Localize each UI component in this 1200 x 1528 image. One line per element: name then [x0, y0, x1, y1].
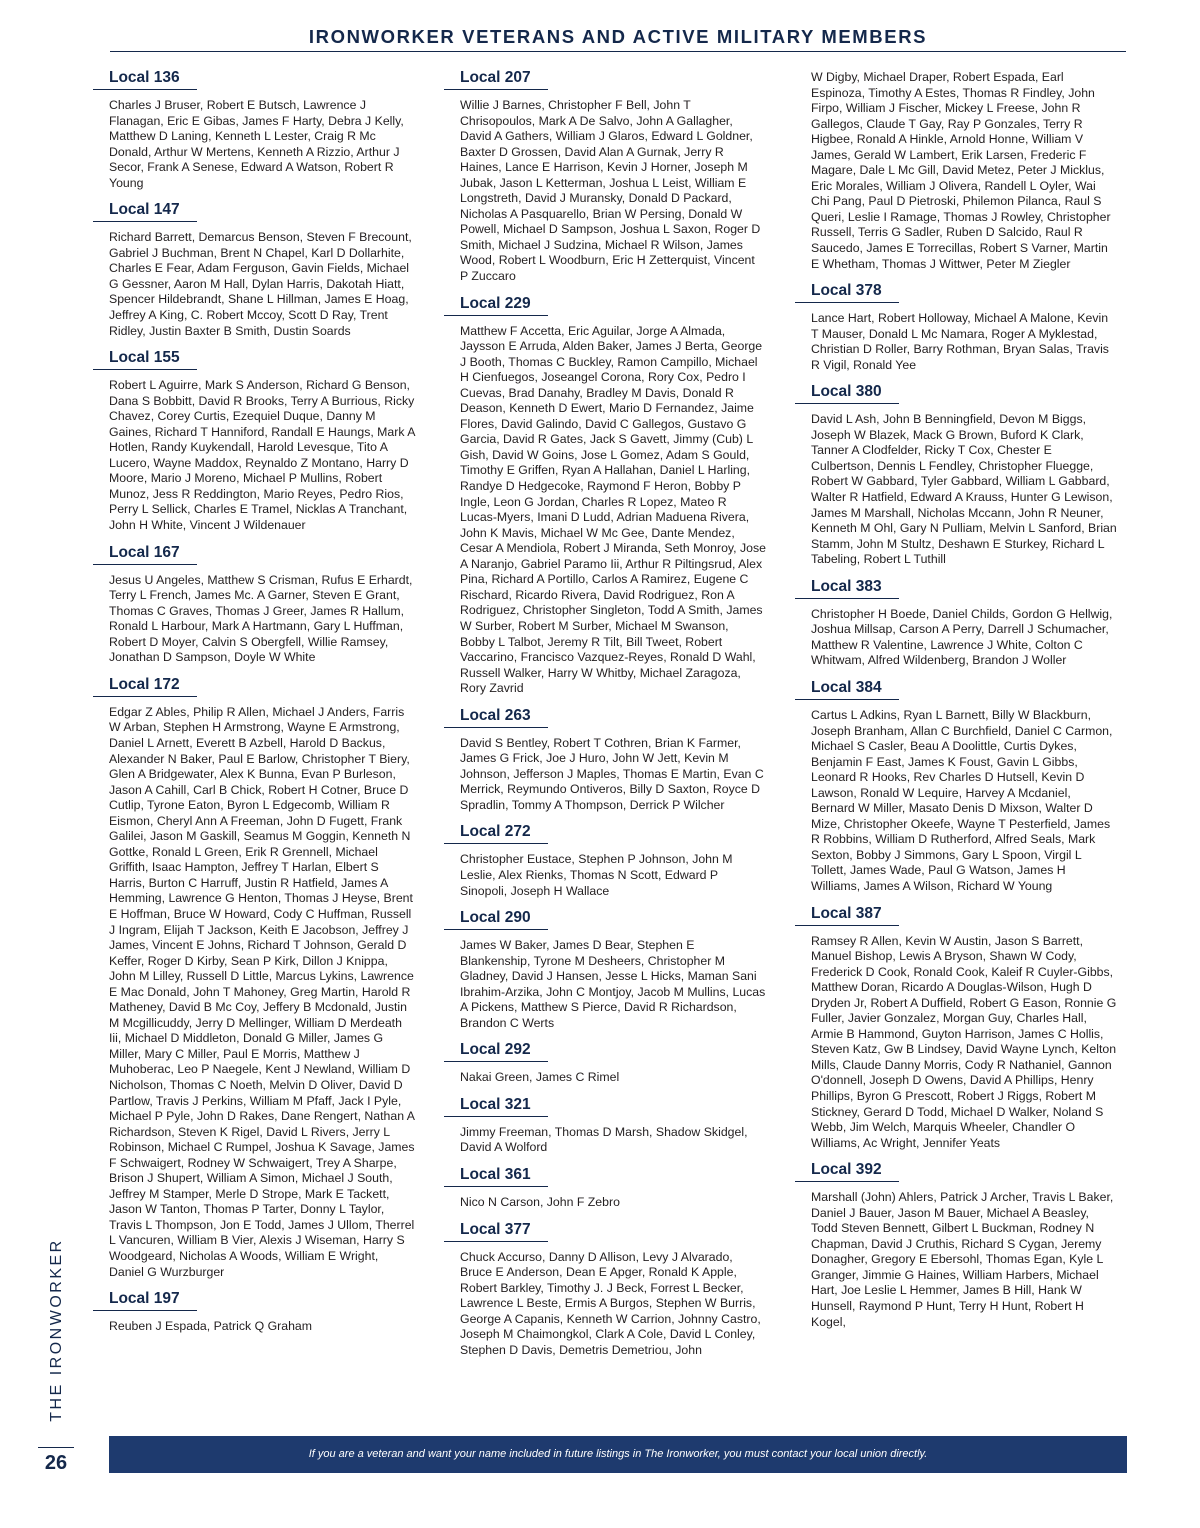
local-380-section — [795, 382, 1117, 567]
member-list: Chuck Accurso, Danny D Allison, Levy J Alvarado, Bruce E Anderson, Dean E Apger, Ronald K Apple, Robert Barkley, Timothy J. J Beck, Forrest L Becker, Lawrence L Beste, Ermis A Burgos, Stephen W Burris, George A Capanis, Kenneth W Carrion, Johnny Castro, Joseph M Chaimongkol, Clark A Cole, David L Conley, Stephen D Davis, Demetris Demetriou, John — [460, 1249, 761, 1357]
local-263-section — [444, 706, 766, 814]
footer-banner — [109, 1436, 1127, 1473]
section-heading: Local 155 — [93, 348, 197, 370]
section-heading: Local 378 — [795, 281, 899, 303]
footer-note: If you are a veteran and want your name included in future listings in The Ironworker, you must contact your local union directly. — [308, 1448, 928, 1460]
local-378-section — [795, 281, 1117, 373]
member-list: Edgar Z Ables, Philip R Allen, Michael J Anders, Farris W Arban, Stephen H Armstrong, Wayne E Armstrong, Daniel L Arnett, Everett B Azbell, Harold D Backus, Alexander N Baker, Paul E Barlow, Christopher T Biery, Glen A Bridgewater, Alex K Bunna, Evan P Burleson, Jason A Cahill, Carl B Chick, Robert H Cotner, Bruce D Cutlip, Tyrone Eaton, Byron L Edgecomb, William R Eismon, Cheryl Ann A Freeman, John D Fugett, Frank Galilei, Jason M Gaskill, Seamus M Goggin, Kenneth N Gottke, Ronald L Green, Erik R Grennell, Michael Griffith, Isaac Hampton, Jeffrey T Harlan, Elbert S Harris, Burton C Harruff, Justin R Hatfield, James A Hemming, Lawrence G Henton, Thomas J Heyse, Brent E Hoffman, Bruce W Howard, Cody C Huffman, Russell J Ingram, Elijah T Jackson, Keith E Jacobson, Jeffrey J James, Vincent E Johns, Richard T Johnson, Gerald D Keffer, Roger D Kirby, Sean P Kirk, Dillon J Knippa, John M Lilley, Russell D Little, Marcus Lykins, Lawrence E Mac Donald, John T Mahoney, Greg Martin, Harold R Matheney, David B Mc Coy, Jeffery B Mcdonald, Justin M Mcgillicuddy, Jerry D Mellinger, William D Merdeath Iii, Michael D Middleton, Donald G Miller, James G Miller, Mary C Miller, Paul E Morris, Matthew J Muhoberac, Leo P Naegele, Kent J Newland, William D Nicholson, Thomas C Noeth, Melvin D Oliver, David D Partlow, Travis J Perkins, William M Pfaff, Jack I Pyle, Michael P Pyle, John D Rakes, Dane Rengert, Nathan A Richardson, Steven K Rigel, David L Rivers, Jerry L Robinson, Michael C Rumpel, Joshua K Savage, James F Schwaigert, Rodney W Schwaigert, Trey A Sharpe, Brison J Shupert, William A Simon, Michael J South, Jeffrey M Stamper, Merle D Strope, Mark E Tackett, Jason W Tanton, Thomas P Tarter, Donny L Taylor, Travis L Thompson, Jon E Todd, James J Ullom, Therrel L Vancuren, William B Vier, Alexis J Wiseman, Harry S Woodgeard, Nicholas A Woods, William E Wright, Daniel G Wurzburger — [109, 704, 415, 1279]
member-list: David L Ash, John B Benningfield, Devon M Biggs, Joseph W Blazek, Mack G Brown, Buford K Clark, Tanner A Clodfelder, Ricky T Cox, Chester E Culbertson, Dennis L Fendley, Christopher Fluegge, Robert W Gabbard, Tyler Gabbard, William L Gabbard, Walter R Hatfield, Edward A Krauss, Hunter G Lewison, James M Marshall, Nicholas Mccann, John R Neuner, Kenneth M Ohl, Gary N Pulliam, Melvin L Sanford, Brian Stamm, John M Stultz, Deshawn E Sturkey, Richard L Tabeling, Robert L Tuthill — [811, 412, 1117, 567]
member-list: Lance Hart, Robert Holloway, Michael A Malone, Kevin T Mauser, Donald L Mc Namara, Roger A Myklestad, Christian D Roller, Barry Rothman, Bryan Salas, Travis R Vigil, Ronald Yee — [811, 311, 1109, 372]
section-heading: Local 387 — [795, 904, 899, 926]
member-list: David S Bentley, Robert T Cothren, Brian K Farmer, James G Frick, Joe J Huro, John W Jett, Kevin M Johnson, Jefferson J Maples, Thomas E Martin, Evan C Merrick, Reymundo Ontiveros, Billy D Saxton, Royce D Spradlin, Tommy A Thompson, Derrick P Wilcher — [460, 735, 764, 812]
page-number-divider — [38, 1447, 74, 1448]
section-heading: Local 207 — [444, 68, 548, 90]
member-list: Reuben J Espada, Patrick Q Graham — [109, 1319, 312, 1334]
local-361-section — [444, 1165, 766, 1211]
section-heading: Local 384 — [795, 678, 899, 700]
section-heading: Local 292 — [444, 1040, 548, 1062]
member-list: Willie J Barnes, Christopher F Bell, John T Chrisopoulos, Mark A De Salvo, John A Gallagher, David A Gathers, William J Glaros, Edward L Goldner, Baxter D Grossen, David Alan A Gurnak, Jerry R Haines, Lance E Harrison, Kevin J Horner, Joseph M Jubak, Jason L Ketterman, Joshua L Leist, William E Longstreth, David J Muransky, Donald D Packard, Nicholas A Pasquarello, Brian W Persing, Donald W Powell, Michael D Sampson, Joshua L Saxon, Roger D Smith, Michael J Sudzina, Michael R Wilson, James Wood, Robert L Woodburn, Eric H Zetterquist, Vincent P Zuccaro — [460, 98, 761, 284]
section-heading: Local 290 — [444, 908, 548, 930]
member-list: Christopher H Boede, Daniel Childs, Gordon G Hellwig, Joshua Millsap, Carson A Perry, Darrell J Schumacher, Matthew R Valentine, Lawrence J White, Colton C Whitwam, Alfred Wildenberg, Brandon J Woller — [811, 606, 1113, 668]
local-272-section — [444, 822, 766, 899]
local-321-section — [444, 1095, 766, 1156]
local-383-section — [795, 577, 1117, 669]
column-2 — [444, 68, 766, 1367]
section-heading: Local 272 — [444, 822, 548, 844]
member-list: Nakai Green, James C Rimel — [460, 1070, 620, 1085]
local-197-section — [93, 1289, 415, 1335]
section-heading: Local 392 — [795, 1160, 899, 1182]
local-229-section — [444, 294, 766, 697]
page-number: 26 — [44, 1452, 68, 1474]
local-387-section — [795, 904, 1117, 1152]
title-divider — [110, 51, 1126, 52]
local-292-section — [444, 1040, 766, 1086]
member-list: James W Baker, James D Bear, Stephen E Blankenship, Tyrone M Desheers, Christopher M Gladney, David J Hansen, Jesse L Hicks, Maman Sani Ibrahim-Arzika, John C Montjoy, Jacob M Mullins, Lucas A Pickens, Matthew S Pierce, David R Richardson, Brandon C Werts — [460, 938, 766, 1030]
local-147-section — [93, 200, 415, 339]
section-heading: Local 167 — [93, 543, 197, 565]
member-list: Jesus U Angeles, Matthew S Crisman, Rufus E Erhardt, Terry L French, James Mc. A Garner, Steven E Grant, Thomas C Graves, Thomas J Greer, James R Hallum, Ronald L Harbour, Mark A Hartmann, Gary L Huffman, Robert D Moyer, Calvin S Obergfell, Willie Ramsey, Jonathan D Sampson, Doyle W White — [109, 572, 413, 665]
member-list: Richard Barrett, Demarcus Benson, Steven F Brecount, Gabriel J Buchman, Brent N Chapel, Karl D Dollarhite, Charles E Fear, Adam Ferguson, Gavin Fields, Michael G Gessner, Aaron M Hall, Dylan Harris, Dakotah Hiatt, Spencer Hildebrandt, Shane L Hillman, James E Hoag, Jeffrey A King, C. Robert Mccoy, Scott D Ray, Trent Ridley, Justin Baxter B Smith, Dustin Soards — [109, 230, 412, 338]
local-290-section — [444, 908, 766, 1031]
local-392-section — [795, 1160, 1117, 1330]
section-heading: Local 172 — [93, 675, 197, 697]
section-heading: Local 147 — [93, 200, 197, 222]
section-heading: Local 136 — [93, 68, 197, 90]
member-list: W Digby, Michael Draper, Robert Espada, Earl Espinoza, Timothy A Estes, Thomas R Findley, John Firpo, William J Fischer, Mickey L Freese, John R Gallegos, Claude T Gay, Ray P Gonzales, Terry R Higbee, Ronald A Hinkle, Arnold Honne, William V James, Gerald W Lambert, Erik Larsen, Frederic F Magare, Dale L Mc Gill, David Metez, Peter J Micklus, Eric Morales, William J Olivera, Randell L Oyler, Wai Chi Pang, Paul D Pietroski, Philemon Pilanca, Raul S Queri, Leslie I Ramage, Thomas J Rowley, Christopher Russell, Terris G Sadler, Ruben D Salcido, Raul R Saucedo, James E Torrecillas, Robert S Varner, Martin E Whetham, Thomas J Wittwer, Peter M Ziegler — [811, 70, 1111, 271]
member-list: Robert L Aguirre, Mark S Anderson, Richard G Benson, Dana S Bobbitt, David R Brooks, Terry A Burrious, Ricky Chavez, Corey Curtis, Ezequiel Duque, Danny M Gaines, Richard T Hanniford, Randall E Haungs, Mark A Hotlen, Randy Kuykendall, Harold Levesque, Tito A Lucero, Wayne Maddox, Reynaldo Z Montano, Harry D Moore, Mario J Moreno, Michael P Mullins, Robert Munoz, Jess R Reddington, Mario Reyes, Pedro Rios, Perry L Sellick, Charles E Tramel, Nicklas A Tranchant, John H White, Vincent J Wildenauer — [109, 378, 415, 533]
member-list: Jimmy Freeman, Thomas D Marsh, Shadow Skidgel, David A Wolford — [460, 1124, 748, 1155]
section-heading: Local 263 — [444, 706, 548, 728]
local-136-section — [93, 68, 415, 191]
local-167-section — [93, 543, 415, 666]
local-384-section — [795, 678, 1117, 895]
section-heading: Local 197 — [93, 1289, 197, 1311]
member-list: Ramsey R Allen, Kevin W Austin, Jason S Barrett, Manuel Bishop, Lewis A Bryson, Shawn W Cody, Frederick D Cook, Ronald Cook, Kaleif R Cuyler-Gibbs, Matthew Doran, Ricardo A Douglas-Wilson, Hugh D Dryden Jr, Robert A Duffield, Robert G Eason, Ronnie G Fuller, Javier Gonzalez, Morgan Guy, Charles Hall, Armie B Hammond, Guyton Harrison, James C Hollis, Steven Katz, Gw B Lindsey, David Wayne Lynch, Kelton Mills, Claude Danny Morris, Cody R Nathaniel, Gannon O'donnell, Joseph D Owens, David A Phillips, Henry Phillips, Byron G Prescott, Robert J Riggs, Robert M Stickney, Gerard D Todd, Michael D Walker, Noland S Webb, Jim Welch, Marquis Wheeler, Chandler O Williams, Ac Wright, Jennifer Yeats — [811, 933, 1117, 1150]
column-3 — [795, 68, 1117, 1339]
section-heading: Local 229 — [444, 294, 548, 316]
section-heading: Local 380 — [795, 382, 899, 404]
member-list: Christopher Eustace, Stephen P Johnson, John M Leslie, Alex Rienks, Thomas N Scott, Edward P Sinopoli, Joseph H Wallace — [460, 852, 733, 898]
member-list: Nico N Carson, John F Zebro — [460, 1194, 620, 1209]
section-heading: Local 361 — [444, 1165, 548, 1187]
column-1 — [93, 68, 415, 1344]
local-377-section — [444, 1220, 766, 1359]
member-list: Marshall (John) Ahlers, Patrick J Archer, Travis L Baker, Daniel J Bauer, Jason M Bauer, Michael A Beasley, Todd Steven Bennett, Gilbert L Buckman, Rodney N Chapman, David J Cruthis, Richard S Cygan, Jeremy Donagher, Gregory E Ebersohl, Thomas Egan, Kyle L Granger, Jimmie G Haines, William Harbers, Michael Hart, Joe Leslie L Hemmer, James B Hill, Hank W Hunsell, Raymond P Hunt, Terry H Hunt, Robert H Kogel, — [811, 1190, 1114, 1329]
member-list: Matthew F Accetta, Eric Aguilar, Jorge A Almada, Jaysson E Arruda, Alden Baker, James J Berta, George J Booth, Thomas C Buckley, Ramon Campillo, Michael H Cienfuegos, Joseangel Corona, Rory Cox, Pedro I Cuevas, Brad Danahy, Bradley M Davis, Donald R Deason, Kenneth D Ewert, Mario D Fernandez, Jaime Flores, David Galindo, David C Gallegos, Gustavo G Garcia, David R Gates, Jack S Gavett, Jimmy (Cub) L Gish, David W Goins, Jose L Gomez, Adam S Gould, Timothy E Griffen, Ryan A Hallahan, Daniel L Harling, Randye D Hedgecoke, Raymond F Heron, Bobby P Ingle, Leon G Jordan, Charles R Lopez, Mateo R Lucas-Myers, Imani D Ludd, Adrian Maduena Rivera, John K Mavis, Michael W Mc Gee, Dante Mendez, Cesar A Mendiola, Robert J Miranda, Seth Monroy, Jose A Naranjo, Gabriel Paramo Iii, Arthur R Piltingsrud, Alex Pina, Richard A Portillo, Carlos A Ramirez, Eugene C Rischard, Ricardo Rivera, David Rodriguez, Ron A Rodriguez, Christopher Singleton, Todd A Smith, James W Surber, Robert M Surber, Michael M Swanson, Bobby L Talbot, Jeremy R Tilt, Bill Tweet, Robert Vaccarino, Francisco Vazquez-Reyes, Ronald D Wahl, Russell Walker, Harry W Whitby, Michael Zaragoza, Rory Zavrid — [460, 323, 766, 696]
section-heading: Local 377 — [444, 1220, 548, 1242]
magazine-name-vertical — [46, 1240, 68, 1420]
page-title: IRONWORKER VETERANS AND ACTIVE MILITARY MEMBERS — [308, 26, 928, 47]
section-heading: Local 321 — [444, 1095, 548, 1117]
local-377-continued — [795, 70, 1117, 272]
member-list: Cartus L Adkins, Ryan L Barnett, Billy W Blackburn, Joseph Branham, Allan C Burchfield, Daniel C Carmon, Michael S Casler, Beau A Doolittle, Curtis Dykes, Benjamin F East, James K Foust, Gavin L Gibbs, Leonard R Hooks, Rev Charles D Hutsell, Kevin D Lawson, Ronald W Lequire, Harvey A Mcdaniel, Bernard W Miller, Masato Denis D Mixson, Walter D Mize, Christopher Okeefe, Wayne T Pesterfield, James R Robbins, William D Rutherford, Alfred Seals, Mark Sexton, Bobby J Simmons, Gary L Spoon, Virgil L Tollett, James Wade, Paul G Watson, James H Williams, James A Wilson, Richard W Young — [811, 707, 1113, 893]
local-172-section — [93, 675, 415, 1280]
magazine-name-text: THE IRONWORKER — [48, 1238, 65, 1422]
section-heading: Local 383 — [795, 577, 899, 599]
member-list: Charles J Bruser, Robert E Butsch, Lawrence J Flanagan, Eric E Gibas, James F Harty, Debra J Kelly, Matthew D Laning, Kenneth L Lester, Craig R Mc Donald, Arthur W Mertens, Kenneth A Rizzio, Arthur J Secor, Frank A Senese, Edward A Watson, Robert R Young — [109, 98, 404, 190]
local-155-section — [93, 348, 415, 533]
local-207-section — [444, 68, 766, 285]
